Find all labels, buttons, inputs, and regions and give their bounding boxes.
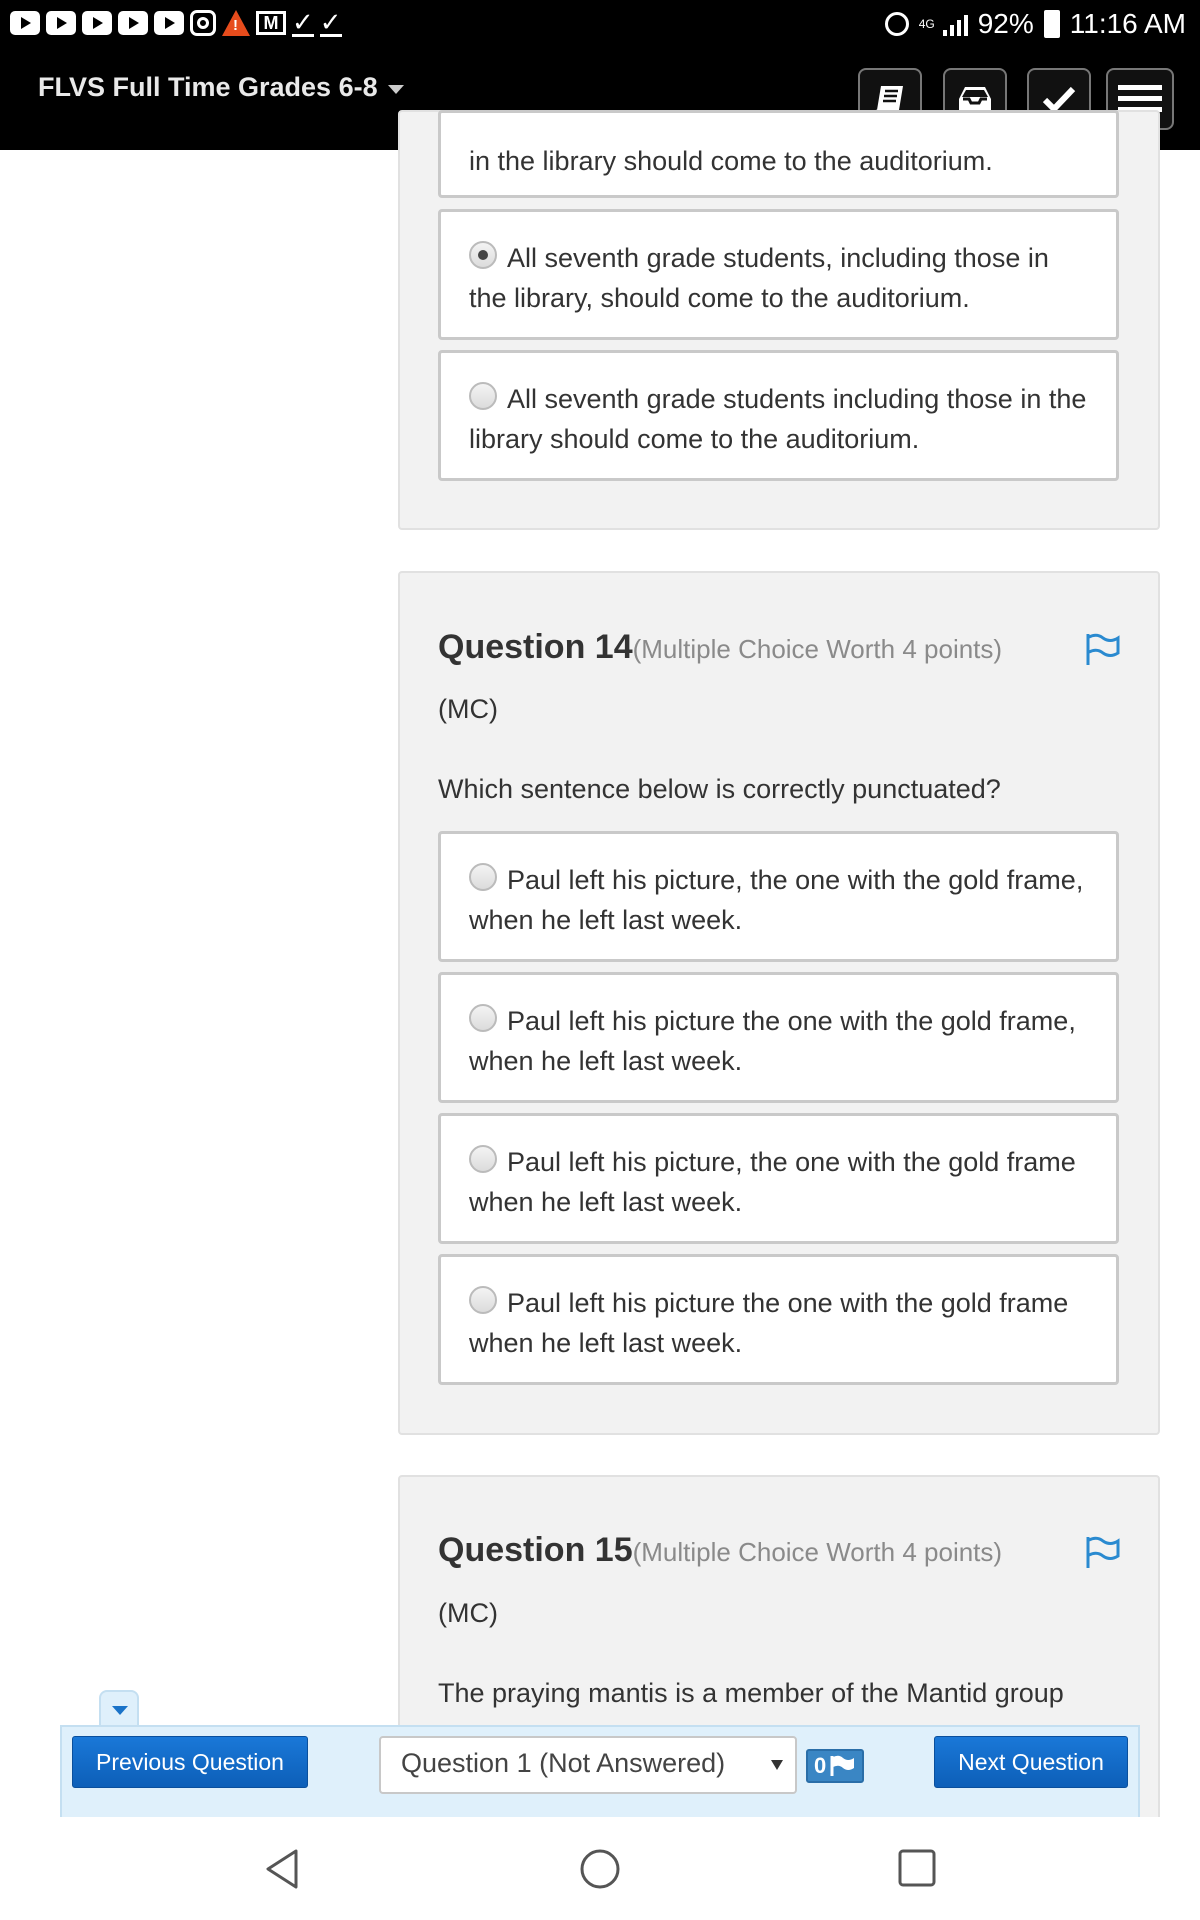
radio[interactable] (469, 382, 497, 410)
next-question-button[interactable]: Next Question (934, 1736, 1128, 1788)
option-text: Paul left his picture, the one with the gold frame when he left last week. (469, 1147, 1076, 1217)
warning-icon: ! (222, 10, 250, 36)
clock: 11:16 AM (1069, 8, 1186, 39)
question-header (438, 1531, 1002, 1570)
option-text: Paul left his picture the one with the gold frame, when he left last week. (469, 1006, 1076, 1076)
flagged-count-badge[interactable] (806, 1749, 864, 1783)
radio-selected[interactable] (469, 241, 497, 269)
signal-icon (943, 12, 968, 36)
question-type: (MC) (438, 1598, 498, 1628)
youtube-icon (82, 11, 112, 35)
network-type: 4G (918, 16, 935, 31)
collapse-nav-toggle[interactable] (99, 1690, 139, 1728)
chevron-down-icon (388, 85, 404, 94)
flag-question-icon[interactable] (1085, 632, 1121, 666)
question-worth: (Multiple Choice Worth 4 points) (632, 634, 1003, 664)
home-icon[interactable] (578, 1847, 622, 1891)
system-status (885, 8, 1186, 40)
question-select[interactable] (379, 1736, 797, 1794)
android-navigation-bar (0, 1817, 1200, 1920)
option-text: Paul left his picture the one with the gold frame when he left last week. (469, 1288, 1069, 1358)
answer-option[interactable] (438, 1113, 1119, 1244)
youtube-icon (118, 11, 148, 35)
radio[interactable] (469, 1145, 497, 1173)
youtube-icon (154, 11, 184, 35)
task-check-icon: ✓ (319, 7, 342, 37)
notification-icons (10, 9, 342, 37)
question-type: (MC) (438, 694, 498, 724)
flag-icon (830, 1755, 856, 1777)
answer-option-partial[interactable] (438, 110, 1119, 198)
answer-option[interactable] (438, 831, 1119, 962)
flag-question-icon[interactable] (1085, 1535, 1121, 1569)
question-title: Question 15 (438, 1531, 633, 1569)
answer-option[interactable] (438, 1254, 1119, 1385)
answer-option[interactable] (438, 209, 1119, 340)
battery-icon (1044, 10, 1060, 38)
question-select-value: Question 1 (Not Answered) (401, 1748, 726, 1778)
course-selector[interactable] (38, 72, 404, 103)
question-title: Question 14 (438, 628, 633, 666)
option-text: in the library should come to the auditorium. (469, 146, 993, 176)
previous-question-button[interactable]: Previous Question (72, 1736, 308, 1788)
check-icon (1042, 85, 1076, 113)
answer-option[interactable] (438, 350, 1119, 481)
option-text: All seventh grade students including those in the library should come to the auditorium. (469, 384, 1087, 454)
instagram-icon (190, 10, 216, 36)
youtube-icon (10, 11, 40, 35)
radio[interactable] (469, 1286, 497, 1314)
option-text: Paul left his picture, the one with the gold frame, when he left last week. (469, 865, 1084, 935)
alarm-icon (885, 12, 909, 36)
option-text: All seventh grade students, including those in the library, should come to the auditorium. (469, 243, 1049, 313)
battery-percent: 92% (977, 8, 1034, 39)
question-prompt: The praying mantis is a member of the Mantid group (438, 1678, 1064, 1708)
question-prompt: Which sentence below is correctly punctuated? (438, 774, 1001, 804)
course-title: FLVS Full Time Grades 6-8 (38, 72, 378, 102)
radio[interactable] (469, 863, 497, 891)
recent-apps-icon[interactable] (897, 1848, 937, 1888)
dropdown-arrow-icon (771, 1760, 783, 1770)
status-bar (0, 0, 1200, 50)
radio[interactable] (469, 1004, 497, 1032)
question-worth: (Multiple Choice Worth 4 points) (632, 1537, 1003, 1567)
gmail-icon: M (256, 11, 286, 35)
task-check-icon: ✓ (292, 7, 314, 37)
question-header (438, 628, 1002, 667)
flag-count-value: 0 (814, 1753, 827, 1778)
back-icon[interactable] (262, 1847, 302, 1891)
youtube-icon (46, 11, 76, 35)
answer-option[interactable] (438, 972, 1119, 1103)
